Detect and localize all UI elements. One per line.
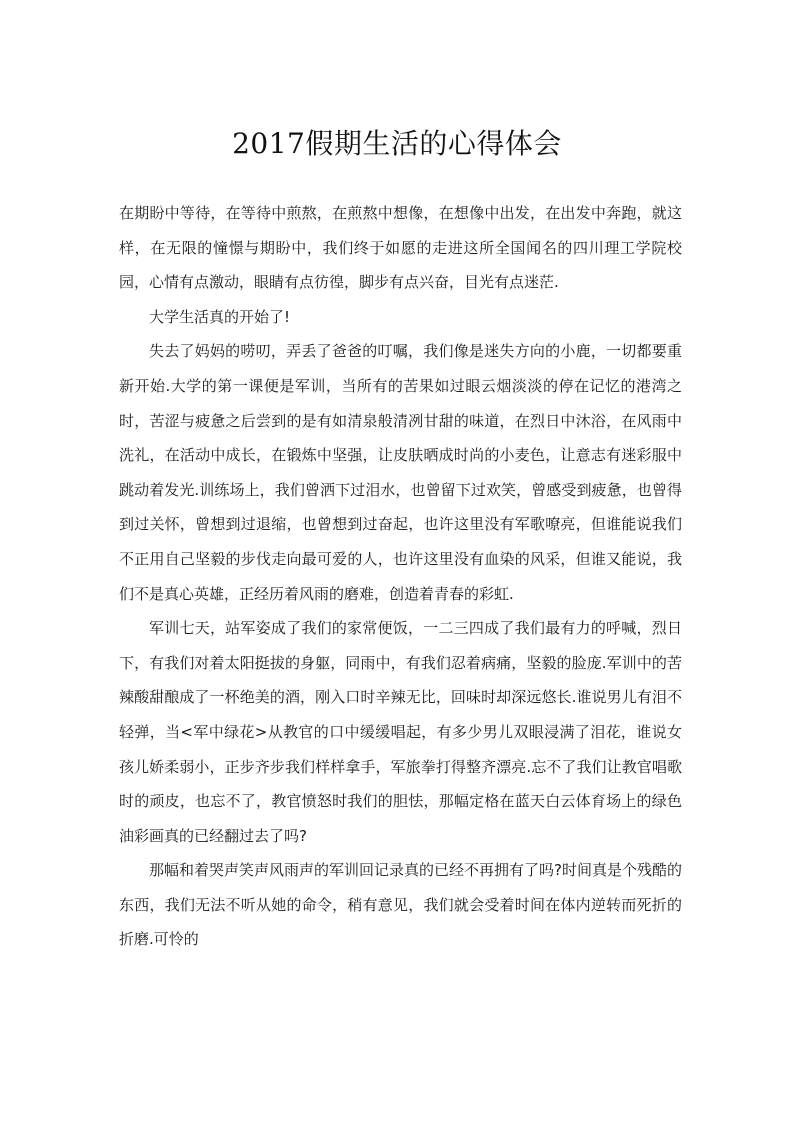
document-title: 2017假期生活的心得体会: [232, 127, 562, 160]
paragraph-time: 那幅和着哭声笑声风雨声的军训回记录真的已经不再拥有了吗?时间真是个残酷的东西，我们无法不听从她的命令，稍有意见，我们就会受着时间在体内逆转而死折的折磨.可怜的: [119, 861, 682, 949]
paragraph-intro: 在期盼中等待，在等待中煎熬，在煎熬中想像，在想像中出发，在出发中奔跑，就这样，在无限的憧憬与期盼中，我们终于如愿的走进这所全国闻名的四川理工学院校园，心情有点激动，眼睛有点彷徨，脚步有点兴奋，目光有点迷茫.: [119, 204, 682, 292]
paragraph-military-training: 失去了妈妈的唠叨，弄丢了爸爸的叮嘱，我们像是迷失方向的小鹿，一切都要重新开始.大学的第一课便是军训，当所有的苦果如过眼云烟淡淡的停在记忆的港湾之时，苦涩与疲惫之后尝到的是有如清泉般清冽甘甜的味道，在烈日中沐浴，在风雨中洗礼，在活动中成长，在锻炼中坚强，让皮肤晒成时尚的小麦色，让意志有迷彩服中跳动着发光.训练场上，我们曾洒下过泪水，也曾留下过欢笑，曾感受到疲惫，也曾得到过关怀，曾想到过退缩，也曾想到过奋起，也许这里没有军歌嘹亮，但谁能说我们不正用自己坚毅的步伐走向最可爱的人，也许这里没有血染的风采，但谁又能说，我们不是真心英雄，正经历着风雨的磨难，创造着青春的彩虹.: [119, 342, 682, 603]
paragraph-seven-days: 军训七天，站军姿成了我们的家常便饭，一二三四成了我们最有力的呼喊，烈日下，有我们对着太阳挺拔的身躯，同雨中，有我们忍着病痛，坚毅的脸庞.军训中的苦辣酸甜酿成了一杯绝美的酒，刚入口时辛辣无比，回味时却深远悠长.谁说男儿有泪不轻弹，当<军中绿花>从教官的口中缓缓唱起，有多少男儿双眼浸满了泪花，谁说女孩儿娇柔弱小，正步齐步我们样样拿手，军旅拳打得整齐漂亮.忘不了我们让教官唱歌时的顽皮，也忘不了，教官愤怒时我们的胆怯，那幅定格在蓝天白云体育场上的绿色油彩画真的已经翻过去了吗?: [119, 619, 682, 845]
paragraph-university-life: 大学生活真的开始了!: [149, 307, 291, 326]
document-body: [119, 196, 682, 957]
